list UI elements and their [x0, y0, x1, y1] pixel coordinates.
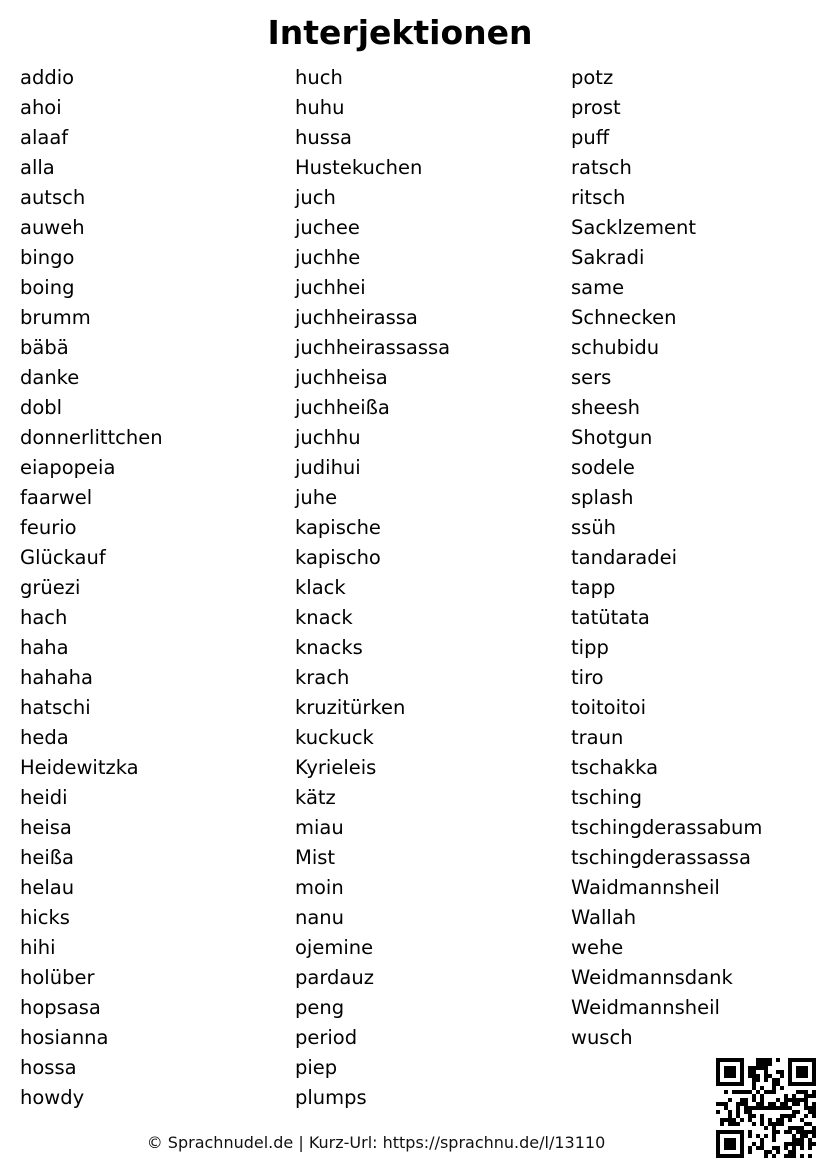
- word-item: holüber: [20, 966, 95, 989]
- word-item: feurio: [20, 516, 77, 539]
- word-item: kätz: [295, 786, 336, 809]
- word-item: howdy: [20, 1086, 85, 1109]
- word-item: Schnecken: [571, 306, 677, 329]
- word-item: schubidu: [571, 336, 660, 359]
- word-item: Kyrieleis: [295, 756, 377, 779]
- word-item: hossa: [20, 1056, 77, 1079]
- word-item: eiapopeia: [20, 456, 116, 479]
- word-item: juhe: [295, 486, 338, 509]
- word-item: boing: [20, 276, 75, 299]
- word-item: huch: [295, 66, 343, 89]
- word-item: tipp: [571, 636, 609, 659]
- word-item: heda: [20, 726, 69, 749]
- word-item: auweh: [20, 216, 85, 239]
- word-item: hatschi: [20, 696, 91, 719]
- word-item: ritsch: [571, 186, 626, 209]
- word-item: Weidmannsheil: [571, 996, 720, 1019]
- word-item: Glückauf: [20, 546, 106, 569]
- word-item: hosianna: [20, 1026, 109, 1049]
- word-item: knack: [295, 606, 353, 629]
- word-item: Sakradi: [571, 246, 645, 269]
- word-item: judihui: [295, 456, 361, 479]
- word-item: kapische: [295, 516, 381, 539]
- word-item: juch: [295, 186, 336, 209]
- word-item: Heidewitzka: [20, 756, 139, 779]
- word-item: huhu: [295, 96, 345, 119]
- word-item: haha: [20, 636, 69, 659]
- word-item: tschingderassassa: [571, 846, 751, 869]
- word-column-2: [295, 63, 450, 1113]
- word-item: Weidmannsdank: [571, 966, 733, 989]
- word-item: hussa: [295, 126, 352, 149]
- word-item: helau: [20, 876, 75, 899]
- word-item: moin: [295, 876, 344, 899]
- word-item: splash: [571, 486, 634, 509]
- word-item: ojemine: [295, 936, 374, 959]
- word-item: juchhe: [295, 246, 361, 269]
- word-item: faarwel: [20, 486, 93, 509]
- word-item: juchheißa: [295, 396, 390, 419]
- word-item: grüezi: [20, 576, 81, 599]
- word-item: juchheisa: [295, 366, 388, 389]
- word-item: potz: [571, 66, 614, 89]
- word-item: tschingderassabum: [571, 816, 763, 839]
- word-item: traun: [571, 726, 624, 749]
- word-item: Shotgun: [571, 426, 653, 449]
- word-item: juchheirassa: [295, 306, 418, 329]
- word-item: hicks: [20, 906, 70, 929]
- word-item: bäbä: [20, 336, 69, 359]
- word-item: tapp: [571, 576, 616, 599]
- word-item: hahaha: [20, 666, 93, 689]
- word-item: hopsasa: [20, 996, 101, 1019]
- word-item: juchhei: [295, 276, 366, 299]
- word-item: piep: [295, 1056, 338, 1079]
- word-item: period: [295, 1026, 358, 1049]
- word-item: tiro: [571, 666, 604, 689]
- word-item: ahoi: [20, 96, 62, 119]
- word-item: wehe: [571, 936, 624, 959]
- word-item: kuckuck: [295, 726, 374, 749]
- word-item: addio: [20, 66, 75, 89]
- word-item: pardauz: [295, 966, 374, 989]
- word-item: bingo: [20, 246, 75, 269]
- word-item: tsching: [571, 786, 643, 809]
- word-item: Mist: [295, 846, 336, 869]
- word-item: juchee: [295, 216, 360, 239]
- word-item: krach: [295, 666, 350, 689]
- word-item: juchhu: [295, 426, 361, 449]
- word-item: knacks: [295, 636, 363, 659]
- qr-code-icon: [716, 1058, 816, 1158]
- word-item: prost: [571, 96, 621, 119]
- page-title: Interjektionen: [267, 13, 533, 52]
- word-item: heisa: [20, 816, 72, 839]
- word-item: peng: [295, 996, 345, 1019]
- word-item: sodele: [571, 456, 635, 479]
- word-item: toitoitoi: [571, 696, 646, 719]
- word-column-1: [20, 63, 163, 1113]
- word-item: danke: [20, 366, 80, 389]
- word-item: brumm: [20, 306, 91, 329]
- word-item: kruzitürken: [295, 696, 406, 719]
- word-item: ssüh: [571, 516, 617, 539]
- word-item: sers: [571, 366, 612, 389]
- word-item: tandaradei: [571, 546, 678, 569]
- word-item: hihi: [20, 936, 56, 959]
- word-item: Wallah: [571, 906, 637, 929]
- word-column-3: [571, 63, 762, 1053]
- word-item: donnerlittchen: [20, 426, 163, 449]
- word-item: alla: [20, 156, 55, 179]
- word-item: alaaf: [20, 126, 69, 149]
- word-item: heidi: [20, 786, 68, 809]
- word-item: puff: [571, 126, 610, 149]
- word-item: tschakka: [571, 756, 659, 779]
- word-item: plumps: [295, 1086, 367, 1109]
- word-item: same: [571, 276, 625, 299]
- word-item: dobl: [20, 396, 63, 419]
- word-item: hach: [20, 606, 68, 629]
- word-item: Waidmannsheil: [571, 876, 720, 899]
- word-item: juchheirassassa: [295, 336, 451, 359]
- word-item: ratsch: [571, 156, 632, 179]
- footer-copyright: © Sprachnudel.de | Kurz-Url: https://sprachnu.de/l/13110: [146, 1133, 606, 1152]
- word-item: klack: [295, 576, 346, 599]
- word-item: nanu: [295, 906, 345, 929]
- word-item: Sacklzement: [571, 216, 696, 239]
- word-item: miau: [295, 816, 344, 839]
- word-item: heißa: [20, 846, 75, 869]
- word-item: tatütata: [571, 606, 650, 629]
- word-item: Hustekuchen: [295, 156, 423, 179]
- word-item: kapischo: [295, 546, 381, 569]
- word-item: sheesh: [571, 396, 641, 419]
- word-item: wusch: [571, 1026, 633, 1049]
- word-item: autsch: [20, 186, 86, 209]
